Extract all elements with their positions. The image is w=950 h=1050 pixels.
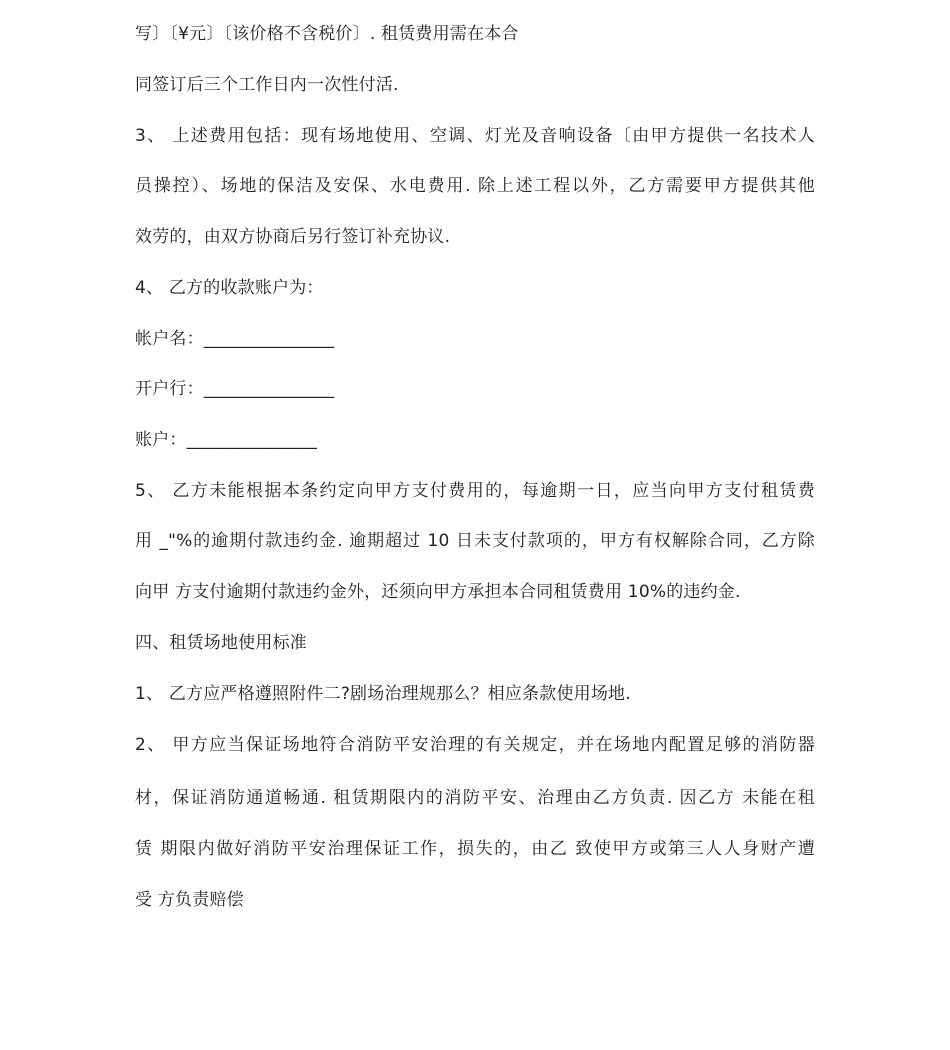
text-line-3: 3、 上述费用包括：现有场地使用、空调、灯光及音响设备〔由甲方提供一名技术人	[135, 126, 815, 146]
text-line-12: 向甲 方支付逾期付款违约金外，还须向甲方承担本合同租赁费用 10%的违约金.	[135, 582, 741, 602]
bank-line: 开户行：_______________	[135, 379, 335, 399]
text-line-11: 用 _"%的逾期付款违约金. 逾期超过 10 日未支付款项的，甲方有权解除合同，乙方除	[135, 531, 815, 551]
text-line-16: 材，保证消防通道畅通. 租赁期限内的消防平安、治理由乙方负责. 因乙方 未能在租	[135, 788, 815, 808]
section-heading: 四、租赁场地使用标准	[135, 633, 307, 653]
text-line-6: 4、 乙方的收款账户为：	[135, 278, 324, 298]
account-name-line: 帐户名：_______________	[135, 329, 335, 349]
text-line-14: 1、 乙方应严格遵照附件二?剧场治理规那么？相应条款使用场地.	[135, 684, 631, 704]
text-line-17: 赁 期限内做好消防平安治理保证工作，损失的，由乙 致使甲方或第三人人身财产遭	[135, 839, 815, 859]
text-line-1: 写〕〔¥元〕〔该价格不含税价〕. 租赁费用需在本合	[135, 24, 519, 44]
text-line-18: 受 方负责赔偿	[135, 890, 244, 910]
text-line-2: 同签订后三个工作日内一次性付活.	[135, 75, 399, 95]
text-line-5: 效劳的，由双方协商后另行签订补充协议.	[135, 227, 451, 247]
text-line-15: 2、 甲方应当保证场地符合消防平安治理的有关规定，并在场地内配置足够的消防器	[135, 735, 815, 755]
text-line-10: 5、 乙方未能根据本条约定向甲方支付费用的，每逾期一日，应当向甲方支付租赁费	[135, 481, 815, 501]
account-number-line: 账户：_______________	[135, 430, 318, 450]
text-line-4: 员操控）、场地的保洁及安保、水电费用. 除上述工程以外，乙方需要甲方提供其他	[135, 176, 815, 196]
